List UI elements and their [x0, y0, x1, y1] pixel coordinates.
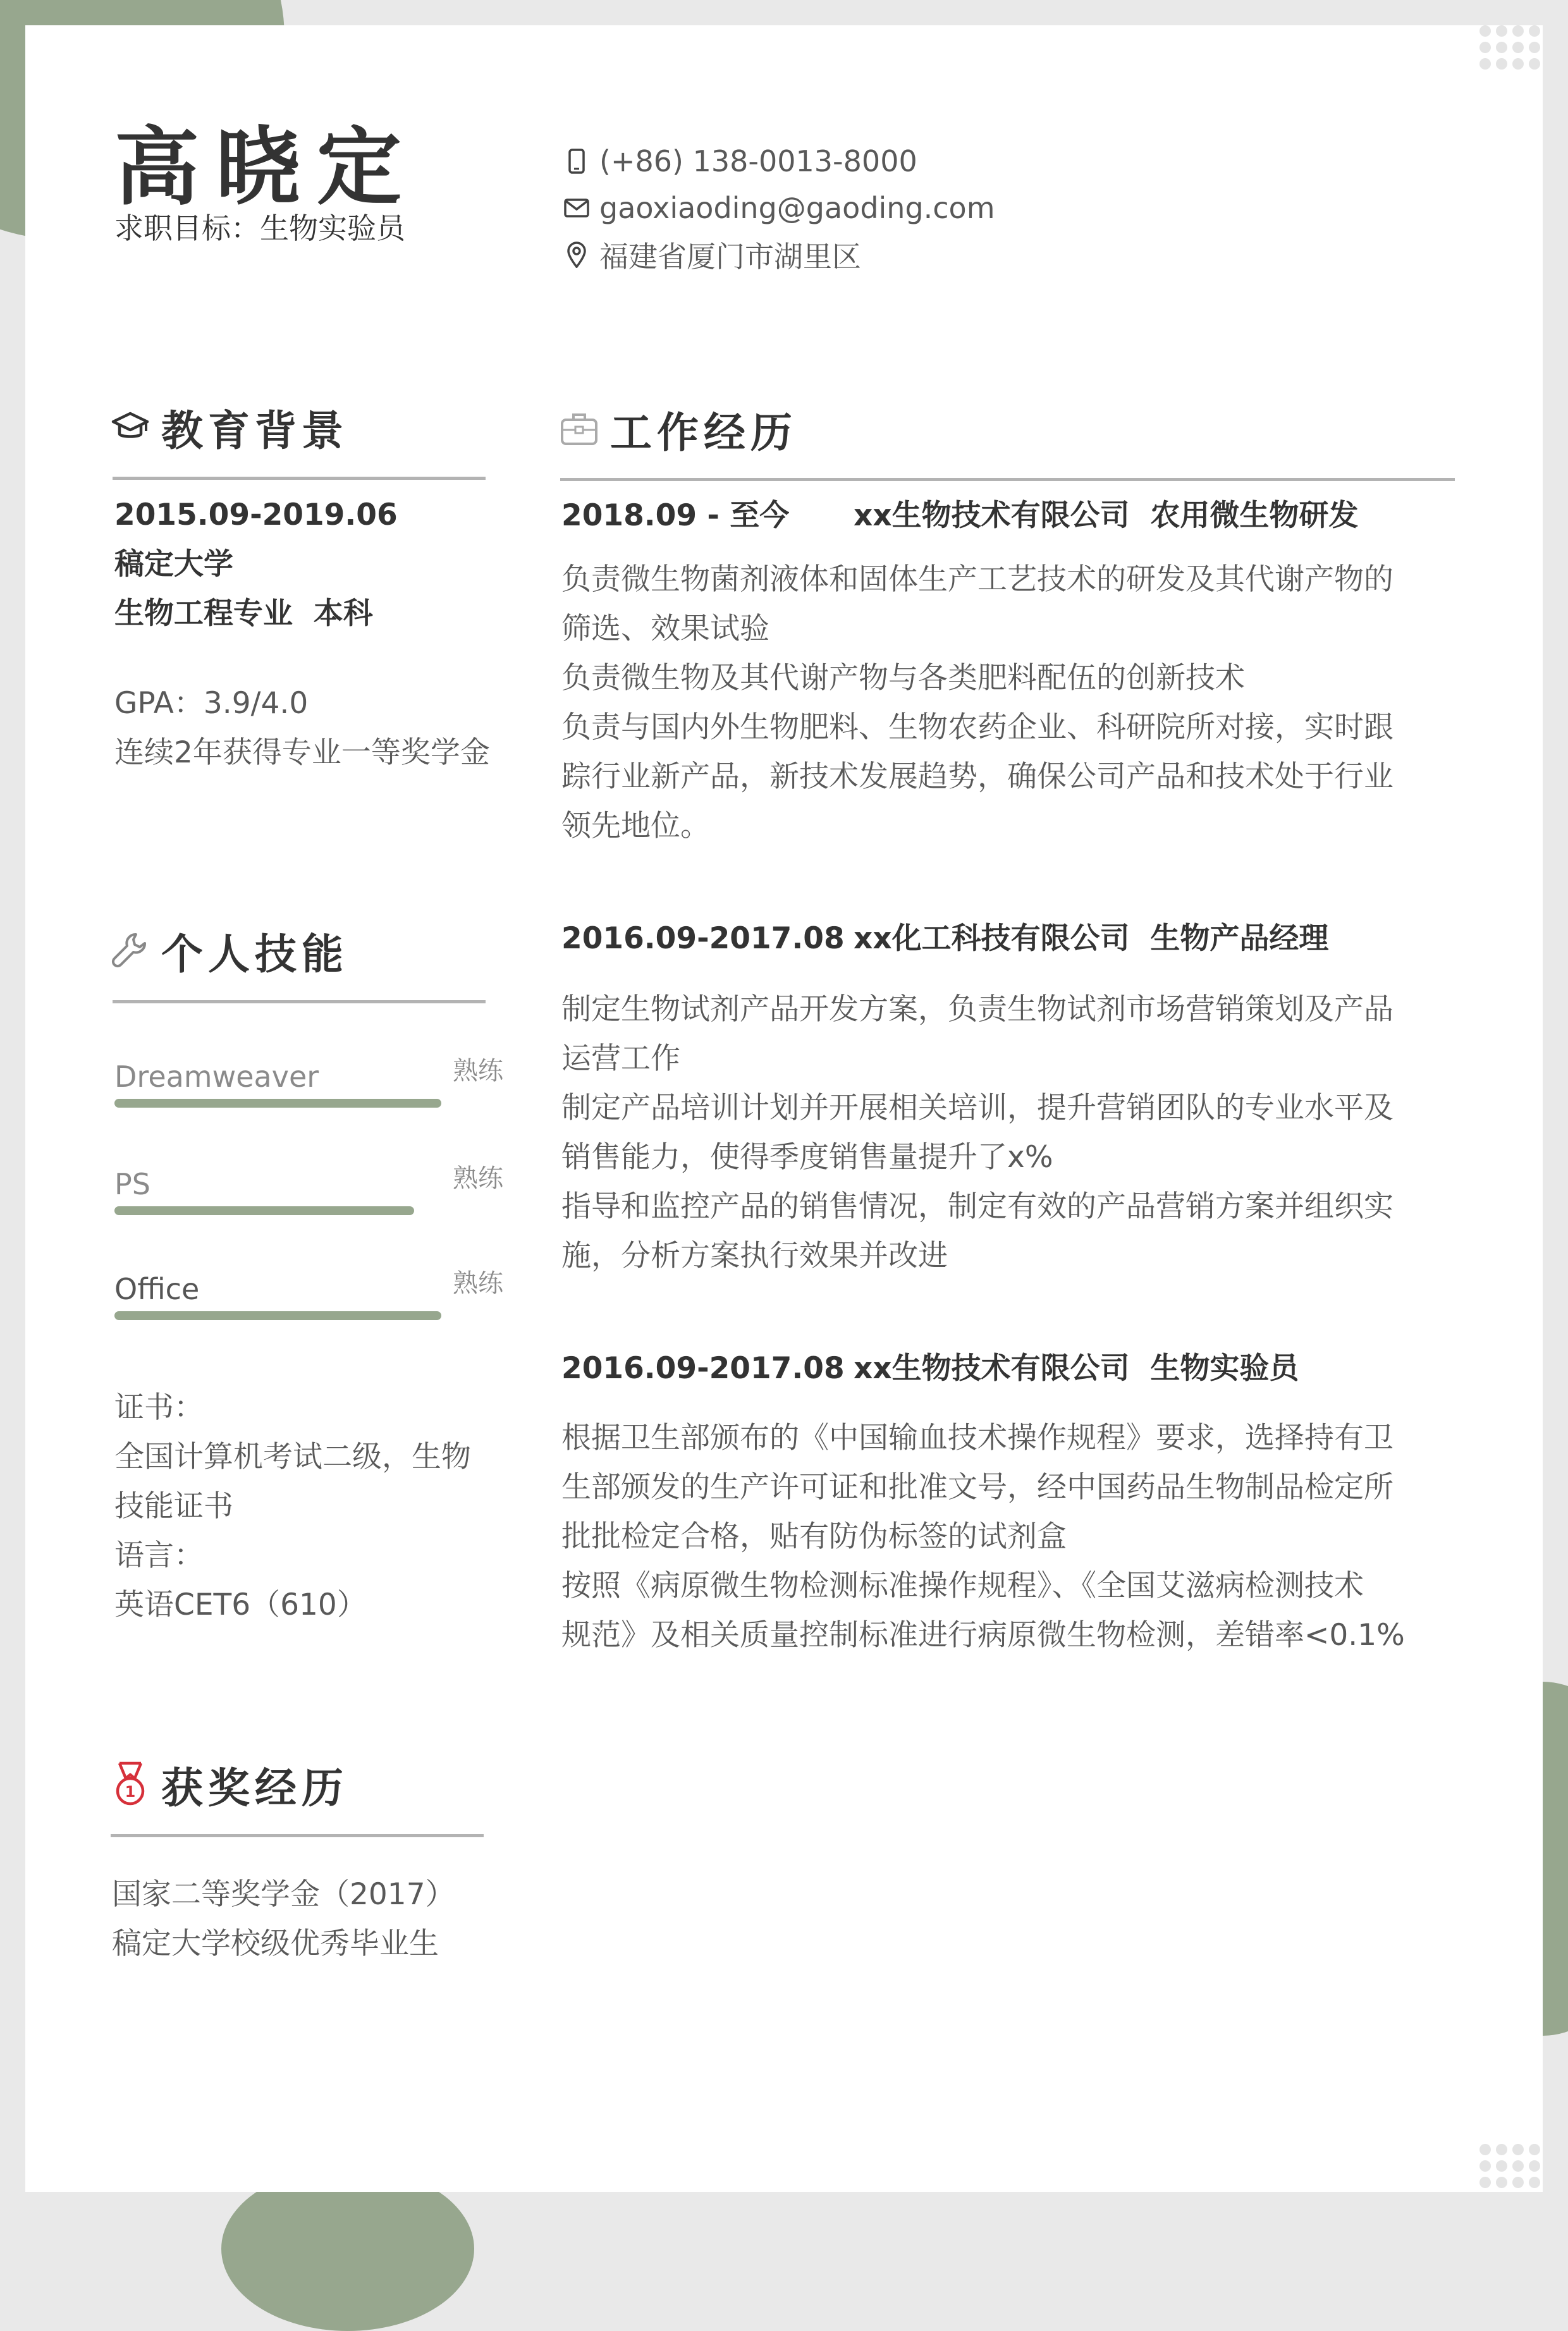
awards-heading [111, 1756, 348, 1813]
awards-rule [111, 1834, 484, 1837]
job-line: 负责与国内外生物肥料、生物农药企业、科研院所对接，实时跟 [561, 710, 1393, 745]
resume-sheet [25, 25, 1543, 2192]
medal-icon [111, 1765, 150, 1804]
svg-text:1: 1 [125, 1783, 136, 1801]
skills-title: 个人技能 [161, 929, 348, 979]
work-rule [560, 478, 1455, 481]
graduation-cap-icon [111, 407, 150, 446]
awards-title: 获奖经历 [161, 1763, 348, 1813]
award-item-2: 稿定大学校级优秀毕业生 [112, 1926, 439, 1961]
contact-address [563, 231, 995, 278]
skill-bar [114, 1099, 441, 1108]
job-period: 2018.09 - 至今 [561, 498, 790, 533]
phone-text: (+86) 138-0013-8000 [599, 144, 917, 178]
cert-label: 证书： [114, 1390, 204, 1425]
cert-line-1: 全国计算机考试二级，生物 [114, 1440, 471, 1474]
job-line: 规范》及相关质量控制标准进行病原微生物检测，差错率<0.1% [561, 1618, 1405, 1653]
skill-level: 熟练 [453, 1164, 503, 1193]
work-heading [560, 400, 797, 457]
job-line: 施，分析方案执行效果并改进 [561, 1239, 948, 1273]
candidate-name: 高晓定 [114, 118, 419, 217]
mail-icon [563, 194, 591, 222]
job-1-body [561, 555, 1459, 851]
education-school: 稿定大学 [114, 547, 233, 582]
job-line: 生部颁发的生产许可证和批准文号，经中国药品生物制品检定所 [561, 1470, 1393, 1505]
education-rule [113, 477, 486, 480]
skill-office [114, 1263, 503, 1320]
job-org-title: xx生物技术有限公司 生物实验员 [854, 1351, 1299, 1386]
address-text: 福建省厦门市湖里区 [599, 240, 861, 274]
job-line: 指导和监控产品的销售情况，制定有效的产品营销方案并组织实 [561, 1189, 1393, 1224]
language-label: 语言： [114, 1538, 204, 1573]
job-line: 制定产品培训计划并开展相关培训，提升营销团队的专业水平及 [561, 1091, 1393, 1125]
phone-icon [563, 147, 591, 175]
job-line: 负责微生物菌剂液体和固体生产工艺技术的研发及其代谢产物的 [561, 562, 1393, 597]
award-item-1: 国家二等奖学金（2017） [112, 1877, 455, 1912]
job-line: 踪行业新产品，新技术发展趋势，确保公司产品和技术处于行业 [561, 759, 1393, 794]
job-2-body [561, 985, 1459, 1281]
skills-rule [113, 1000, 486, 1003]
job-org-title: xx生物技术有限公司 农用微生物研发 [854, 498, 1359, 533]
contact-phone [563, 138, 995, 185]
job-target: 求职目标：生物实验员 [114, 211, 405, 245]
contact-block [563, 138, 995, 278]
job-org-title: xx化工科技有限公司 生物产品经理 [854, 921, 1329, 956]
job-line: 负责微生物及其代谢产物与各类肥料配伍的创新技术 [561, 661, 1245, 695]
email-text[interactable]: gaoxiaoding@gaoding.com [599, 191, 995, 225]
wrench-icon [111, 931, 150, 970]
decor-dots-bottom [1479, 2144, 1540, 2188]
skills-heading [111, 922, 348, 979]
education-heading [111, 398, 348, 455]
education-major: 生物工程专业 本科 [114, 596, 373, 631]
job-period: 2016.09-2017.08 [561, 1351, 845, 1386]
skill-ps [114, 1158, 503, 1215]
job-period: 2016.09-2017.08 [561, 921, 845, 956]
location-pin-icon [563, 241, 591, 269]
job-line: 领先地位。 [561, 809, 710, 843]
education-title: 教育背景 [161, 406, 348, 455]
skill-level: 熟练 [453, 1056, 503, 1086]
work-title: 工作经历 [610, 408, 797, 457]
job-line: 批批检定合格，贴有防伪标签的试剂盒 [561, 1519, 1067, 1554]
education-honor: 连续2年获得专业一等奖学金 [114, 735, 490, 770]
job-line: 筛选、效果试验 [561, 611, 769, 646]
cert-line-2: 技能证书 [114, 1489, 233, 1524]
skill-dreamweaver [114, 1051, 503, 1108]
job-line: 销售能力，使得季度销售量提升了x% [561, 1140, 1053, 1175]
skill-bar [114, 1311, 441, 1320]
job-3-body [561, 1414, 1459, 1660]
skill-name: PS [114, 1167, 150, 1201]
education-period: 2015.09-2019.06 [114, 498, 398, 532]
job-line: 运营工作 [561, 1041, 680, 1076]
skill-name: Dreamweaver [114, 1060, 319, 1094]
job-line: 制定生物试剂产品开发方案，负责生物试剂市场营销策划及产品 [561, 992, 1393, 1027]
skill-bar [114, 1206, 414, 1215]
education-gpa: GPA：3.9/4.0 [114, 686, 309, 721]
language-value: 英语CET6（610） [114, 1588, 367, 1622]
contact-email [563, 185, 995, 231]
job-line: 按照《病原微生物检测标准操作规程》、《全国艾滋病检测技术 [561, 1569, 1364, 1603]
job-line: 根据卫生部颁布的《中国输血技术操作规程》要求，选择持有卫 [561, 1421, 1393, 1455]
skill-name: Office [114, 1272, 200, 1306]
briefcase-icon [560, 409, 599, 448]
skill-level: 熟练 [453, 1269, 503, 1298]
decor-dots-top [1479, 25, 1540, 70]
